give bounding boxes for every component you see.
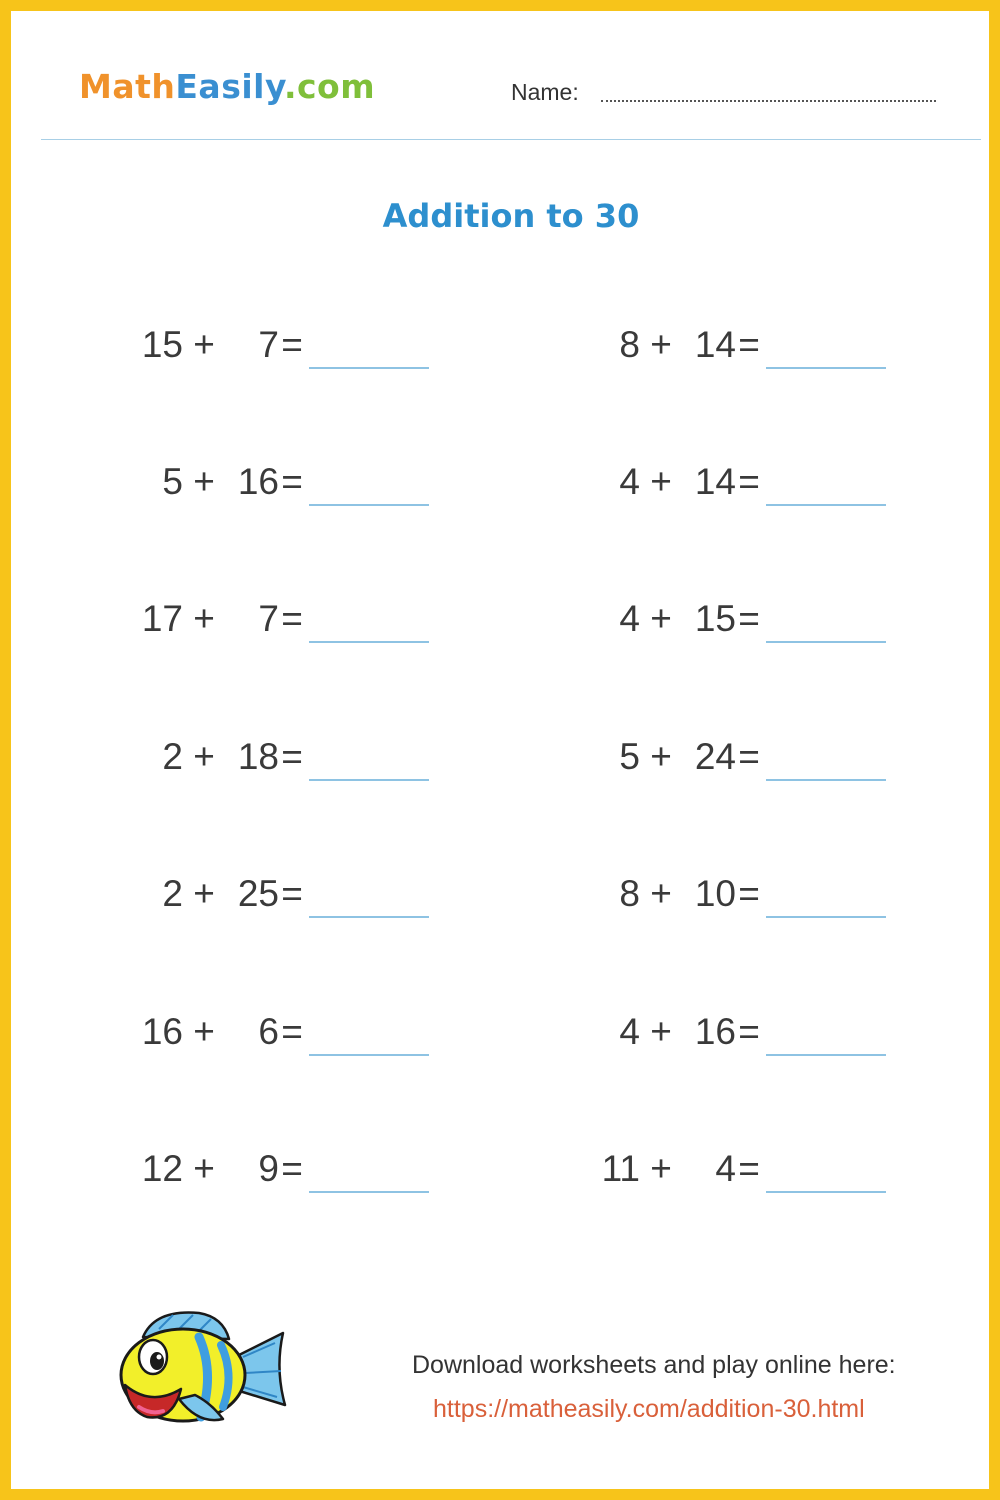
plus-sign: + <box>193 324 215 365</box>
answer-blank[interactable] <box>766 1054 886 1056</box>
equals-sign: = <box>738 736 760 777</box>
addend-a: 5 <box>162 461 183 502</box>
equals-sign: = <box>738 598 760 639</box>
addend-a: 17 <box>141 598 183 639</box>
equals-sign: = <box>281 1148 303 1189</box>
addend-a: 8 <box>619 873 640 914</box>
equals-sign: = <box>738 1148 760 1189</box>
plus-sign: + <box>650 736 672 777</box>
addend-b: 15 <box>694 598 736 639</box>
addend-b: 4 <box>715 1148 736 1189</box>
answer-blank[interactable] <box>309 367 429 369</box>
addend-a: 2 <box>162 873 183 914</box>
plus-sign: + <box>650 1011 672 1052</box>
name-label: Name: <box>511 79 579 105</box>
equals-sign: = <box>738 873 760 914</box>
addend-a: 4 <box>619 598 640 639</box>
answer-blank[interactable] <box>766 916 886 918</box>
download-link[interactable]: https://matheasily.com/addition-30.html <box>433 1395 865 1423</box>
plus-sign: + <box>650 324 672 365</box>
plus-sign: + <box>193 1148 215 1189</box>
addend-b: 18 <box>237 736 279 777</box>
equals-sign: = <box>281 324 303 365</box>
equals-sign: = <box>281 598 303 639</box>
plus-sign: + <box>193 1011 215 1052</box>
addend-a: 12 <box>141 1148 183 1189</box>
equals-sign: = <box>281 736 303 777</box>
addend-b: 7 <box>258 324 279 365</box>
addend-b: 10 <box>694 873 736 914</box>
addend-b: 7 <box>258 598 279 639</box>
addend-a: 4 <box>619 461 640 502</box>
addend-b: 9 <box>258 1148 279 1189</box>
plus-sign: + <box>193 736 215 777</box>
plus-sign: + <box>650 873 672 914</box>
answer-blank[interactable] <box>309 504 429 506</box>
addend-b: 25 <box>237 873 279 914</box>
equals-sign: = <box>281 873 303 914</box>
plus-sign: + <box>650 598 672 639</box>
answer-blank[interactable] <box>309 641 429 643</box>
site-logo[interactable] <box>79 67 375 106</box>
equals-sign: = <box>281 461 303 502</box>
addend-b: 24 <box>694 736 736 777</box>
plus-sign: + <box>193 598 215 639</box>
answer-blank[interactable] <box>766 1191 886 1193</box>
addend-b: 14 <box>694 324 736 365</box>
answer-blank[interactable] <box>766 641 886 643</box>
answer-blank[interactable] <box>309 1054 429 1056</box>
addend-a: 8 <box>619 324 640 365</box>
download-text: Download worksheets and play online here: <box>412 1351 896 1379</box>
addend-b: 6 <box>258 1011 279 1052</box>
addend-a: 4 <box>619 1011 640 1052</box>
plus-sign: + <box>650 1148 672 1189</box>
equals-sign: = <box>281 1011 303 1052</box>
addend-b: 16 <box>237 461 279 502</box>
plus-sign: + <box>193 461 215 502</box>
addend-a: 16 <box>141 1011 183 1052</box>
answer-blank[interactable] <box>766 779 886 781</box>
logo-part-easily: Easily <box>175 67 284 106</box>
addend-a: 2 <box>162 736 183 777</box>
logo-part-math: Math <box>79 67 176 106</box>
cartoon-fish-icon <box>103 1307 293 1437</box>
equals-sign: = <box>738 1011 760 1052</box>
plus-sign: + <box>193 873 215 914</box>
answer-blank[interactable] <box>309 779 429 781</box>
worksheet-title: Addition to 30 <box>382 197 640 235</box>
answer-blank[interactable] <box>309 916 429 918</box>
header-divider <box>41 139 981 140</box>
addend-b: 14 <box>694 461 736 502</box>
equals-sign: = <box>738 324 760 365</box>
addend-a: 11 <box>601 1148 640 1189</box>
equals-sign: = <box>738 461 760 502</box>
plus-sign: + <box>650 461 672 502</box>
addend-b: 16 <box>694 1011 736 1052</box>
answer-blank[interactable] <box>766 367 886 369</box>
addend-a: 5 <box>619 736 640 777</box>
addend-a: 15 <box>141 324 183 365</box>
logo-part-com: .com <box>283 67 376 106</box>
answer-blank[interactable] <box>766 504 886 506</box>
name-field[interactable] <box>601 100 936 102</box>
answer-blank[interactable] <box>309 1191 429 1193</box>
